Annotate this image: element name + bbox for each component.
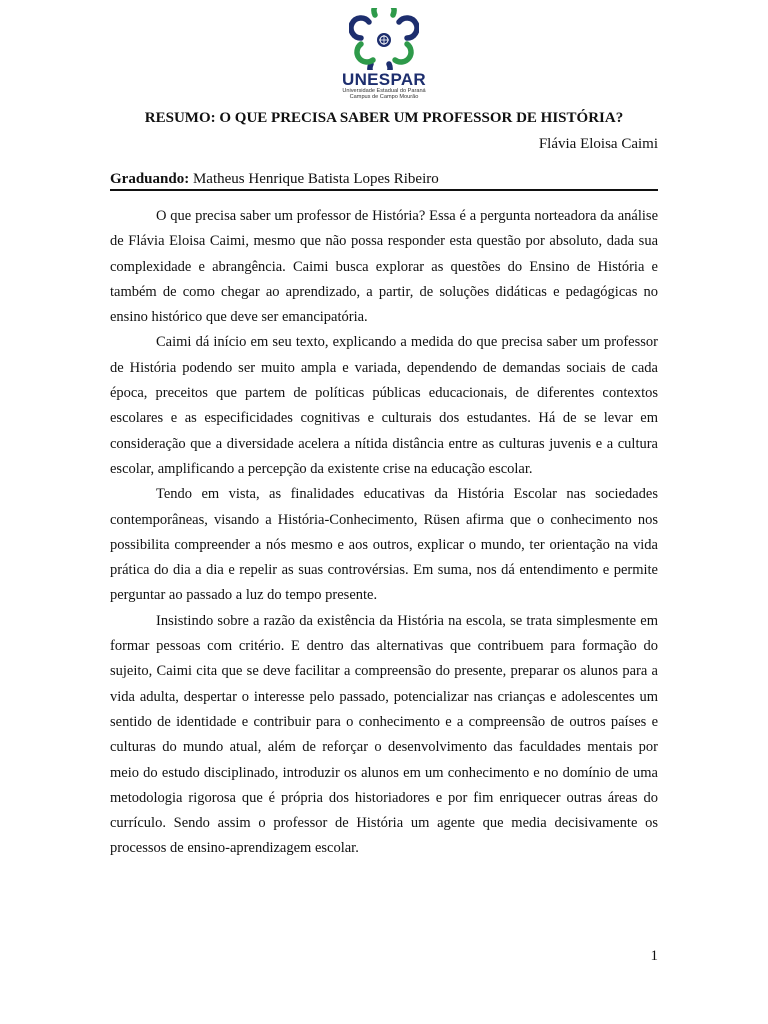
- paragraph: Caimi dá início em seu texto, explicando a medida do que precisa saber um professor de História podendo ser muito ampla e variada, dependendo de demandas sociais de cada época, preceitos que partem de políticas públicas educacionais, de diferentes contextos escolares e as especificidades cognitivas e culturais dos estudantes. Há de se levar em consideração que a diversidade acelera a nítida distância entre as culturas juvenis e a cultura escolar, amplificando a percepção da existente crise na educação escolar.: [110, 334, 658, 477]
- unespar-logo: [334, 8, 434, 100]
- logo-subtitle-line1: Universidade Estadual do Paraná: [342, 88, 426, 94]
- paragraph: Tendo em vista, as finalidades educativas da História Escolar nas sociedades contemporâneas, visando a História-Conhecimento, Rüsen afirma que o conhecimento nos possibilita compreender a nós mesmo e aos outros, explicar o mundo, ter orientação na vida prática do dia a dia e repelir as suas controvérsias. Em suma, nos dá entendimento e permite perguntar ao passado a luz do tempo presente.: [110, 486, 658, 604]
- student-line: [110, 170, 658, 191]
- student-name: Matheus Henrique Batista Lopes Ribeiro: [189, 171, 439, 187]
- paragraph: O que precisa saber um professor de História? Essa é a pergunta norteadora da análise de Flávia Eloisa Caimi, mesmo que não possa responder esta questão por absoluto, dada sua complexidade e abrangência. Caimi busca explorar as questões do Ensino de História e também de como chegar ao aprendizado, a partir, de soluções didáticas e pedagógicas no ensino histórico que deve ser emancipatória.: [110, 208, 658, 326]
- logo-name: UNESPAR: [342, 70, 426, 89]
- paragraph: Insistindo sobre a razão da existência da História na escola, se trata simplesmente em formar pessoas com critério. E dentro das alternativas que contribuem para formação do sujeito, Caimi cita que se deve facilitar a compreensão do presente, preparar os alunos para a vida adulta, despertar o interesse pelo passado, potencializar nas crianças e adolescentes um sentido de identidade e contribuir para o conhecimento e a compreensão de outros países e culturas do mundo atual, além de reforçar o desenvolvimento das faculdades mentais por meio do estudo disciplinado, introduzir os alunos em um conhecimento e no domínio de uma metodologia rigorosa que é própria dos historiadores e por fim enriquecer outras áreas do currículo. Sendo assim o professor de História um agente que media decisivamente os processos de ensino-aprendizagem escolar.: [110, 612, 658, 857]
- logo-subtitle-line2: Campus de Campo Mourão: [349, 94, 419, 101]
- document-title: RESUMO: O QUE PRECISA SABER UM PROFESSOR DE HISTÓRIA?: [144, 110, 624, 126]
- document-body: [110, 204, 658, 862]
- unespar-emblem-icon: [349, 8, 419, 70]
- page-number: 1: [650, 948, 658, 964]
- author-name: Flávia Eloisa Caimi: [538, 136, 658, 152]
- student-label: Graduando:: [110, 171, 190, 187]
